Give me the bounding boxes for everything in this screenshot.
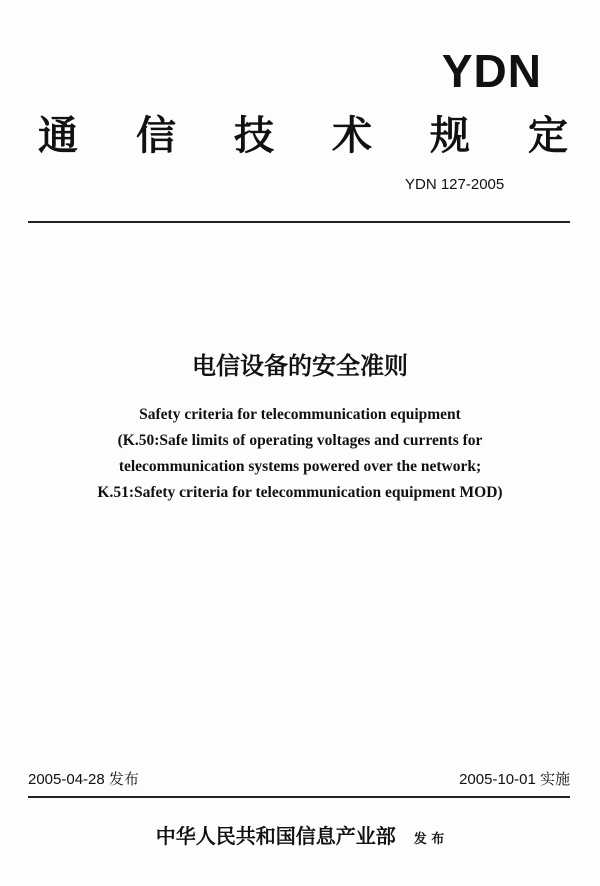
standard-code: YDN 127-2005 — [405, 176, 505, 193]
series-char: 信 — [136, 113, 176, 159]
publish-action: 发 布 — [413, 832, 445, 847]
brand-mark: YDN — [441, 45, 542, 97]
series-title — [38, 104, 568, 161]
publisher — [0, 820, 600, 849]
english-title-line: telecommunication systems powered over the network; — [118, 458, 482, 475]
series-char: 定 — [528, 113, 568, 159]
english-title-line: (K.50:Safe limits of operating voltages and currents for — [117, 432, 483, 449]
english-title-line: Safety criteria for telecommunication equipment — [139, 406, 461, 423]
series-char: 通 — [38, 113, 78, 159]
series-char: 规 — [430, 113, 470, 159]
english-title-line: K.51:Safety criteria for telecommunication equipment MOD) — [97, 484, 503, 501]
chinese-title: 电信设备的安全准则 — [192, 352, 408, 380]
issue-date: 2005-04-28 发布 — [28, 771, 139, 788]
publisher-name: 中华人民共和国信息产业部 — [155, 824, 396, 848]
series-char: 技 — [234, 113, 274, 159]
top-divider — [28, 221, 570, 223]
bottom-divider — [28, 796, 570, 798]
series-char: 术 — [332, 113, 372, 159]
english-title — [0, 402, 600, 506]
effective-date: 2005-10-01 实施 — [459, 771, 570, 788]
